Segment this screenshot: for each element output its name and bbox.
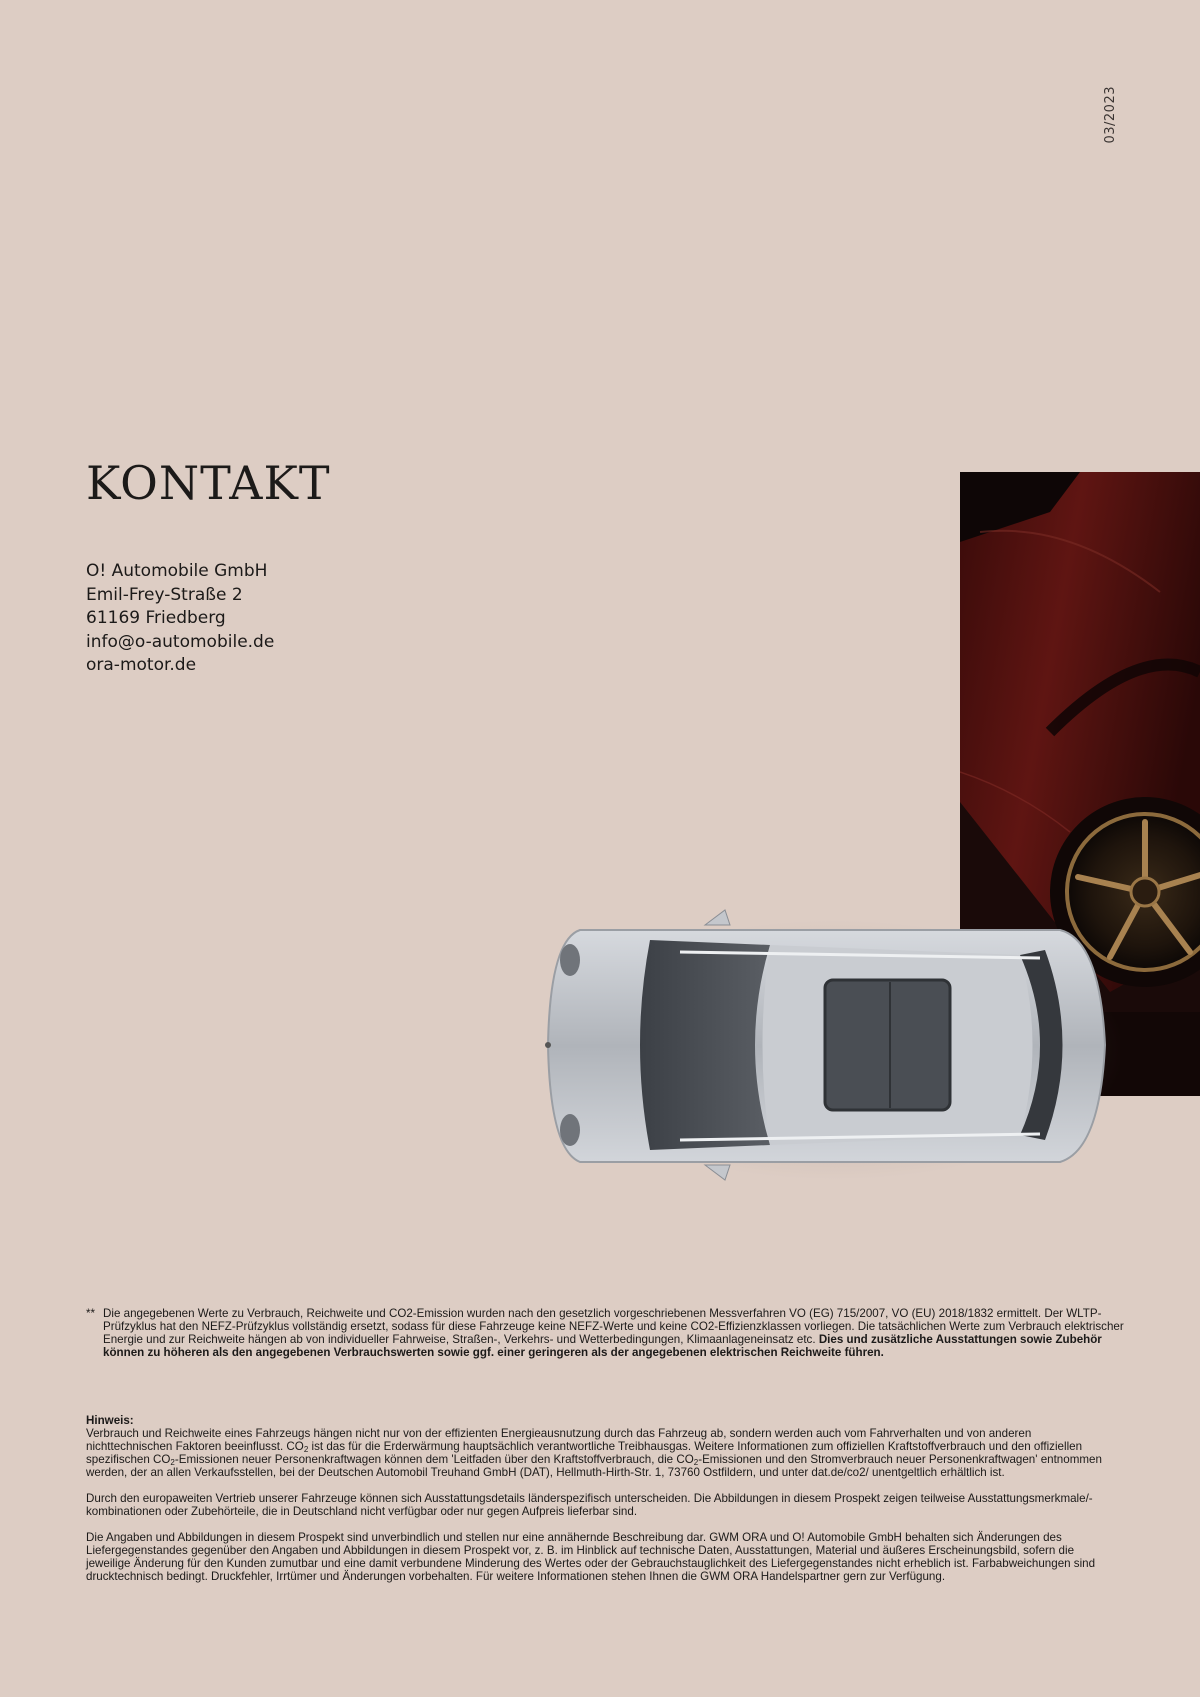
- issue-date: 03/2023: [1103, 86, 1118, 144]
- notice-paragraph-1: Verbrauch und Reichweite eines Fahrzeugs hängen nicht nur von der effizienten Energieausnutzung durch das Fahrzeug ab, sondern werden auch vom Fahrverhalten und von anderen nichttechnischen Faktoren beeinflusst. $CO_2$ ist das für die Erderwärmung hauptsächlich verantwortliche Treibhausgas. Weitere Informationen zum offiziellen Kraftstoffverbrauch und den offiziellen spezifischen $CO_2$-Emissionen neuer Personenkraftwagen können dem 'Leitfaden über den Kraftstoffverbrauch, die $CO_2$-Emissionen und den Stromverbrauch neuer Personenkraftwagen' entnommen werden, der an allen Verkaufsstellen, bei der Deutschen Automobil Treuhand GmbH (DAT), Hellmuth-Hirth-Str. 1, 73760 Ostfildern, und unter dat.de/co2/ unentgeltlich erhältlich ist.: [86, 1427, 1102, 1479]
- car-top-view-image: [540, 900, 1120, 1190]
- page-title: KONTAKT: [86, 456, 331, 510]
- contact-website-link[interactable]: ora-motor.de: [86, 655, 197, 675]
- contact-city: 61169 Friedberg: [86, 608, 226, 628]
- notice-title: Hinweis:: [86, 1414, 134, 1427]
- contact-company: O! Automobile GmbH: [86, 561, 268, 581]
- notice-paragraph-2: Durch den europaweiten Vertrieb unserer Fahrzeuge können sich Ausstattungsdetails länderspezifisch unterscheiden. Die Abbildungen in diesem Prospekt zeigen teilweise Ausstattungsmerkmale/-kombinationen oder Zubehörteile, die in Deutschland nicht verfügbar oder nur gegen Aufpreis lieferbar sind.: [86, 1492, 1093, 1518]
- notice-block: [86, 1414, 1114, 1583]
- contact-street: Emil-Frey-Straße 2: [86, 584, 243, 605]
- footnote-bold-text: Dies und zusätzliche Ausstattungen sowie Zubehör können zu höheren als den angegebenen Verbrauchswerten sowie ggf. einer geringeren als der angegebenen elektrischen Reichweite führen.: [103, 1333, 1102, 1359]
- consumption-footnote: [86, 1307, 1131, 1359]
- footnote-text: Die angegebenen Werte zu Verbrauch, Reichweite und CO2-Emission wurden nach den gesetzlich vorgeschriebenen Messverfahren VO (EG) 715/2007, VO (EU) 2018/1832 ermittelt. Der WLTP-Prüfzyklus hat den NEFZ-Prüfzyklus vollständig ersetzt, sodass für diese Fahrzeuge keine NEFZ-Werte und keine CO2-Effizienzklassen vorliegen. Die tatsächlichen Werte zum Verbrauch elektrischer Energie und zur Reichweite hängen ab von individueller Fahrweise, Straßen-, Verkehrs- und Wetterbedingungen, Klimaanlageneinsatz etc. Dies und zusätzliche Ausstattungen sowie Zubehör können zu höheren als den angegebenen Verbrauchswerten sowie ggf. einer geringeren als der angegebenen elektrischen Reichweite führen.: [103, 1307, 1124, 1359]
- contact-email-link[interactable]: info@o-automobile.de: [86, 631, 275, 652]
- contact-block: [86, 560, 274, 678]
- notice-paragraph-3: Die Angaben und Abbildungen in diesem Prospekt sind unverbindlich und stellen nur eine annähernde Beschreibung dar. GWM ORA und O! Automobile GmbH behalten sich Änderungen des Liefergegenstandes gegenüber den Angaben und Abbildungen in diesem Prospekt vor, z. B. im Hinblick auf technische Daten, Ausstattungen, Material und äußeres Erscheinungsbild, sofern die jeweilige Änderung für den Kunden zumutbar und eine damit verbundene Minderung des Wertes oder der Gebrauchstauglichkeit des Liefergegenstandes nicht erheblich ist. Farbabweichungen sind drucktechnisch bedingt. Druckfehler, Irrtümer und Änderungen vorbehalten. Für weitere Informationen stehen Ihnen die GWM ORA Handelspartner gern zur Verfügung.: [86, 1531, 1096, 1583]
- footnote-marker: **: [86, 1307, 96, 1320]
